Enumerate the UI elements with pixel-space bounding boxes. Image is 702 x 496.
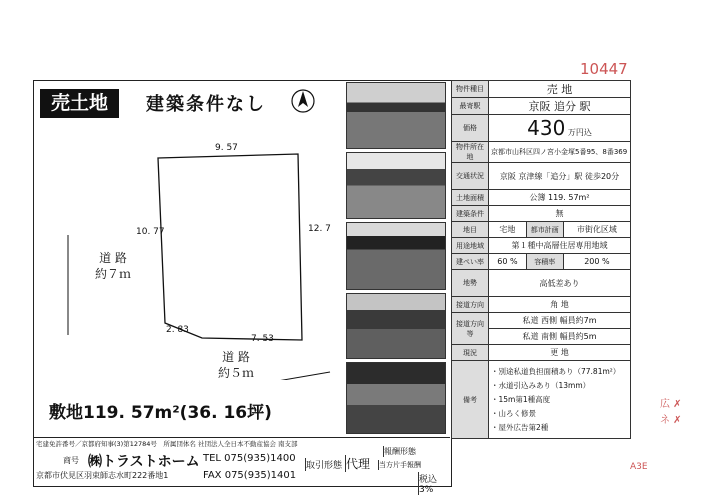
company-tel: TEL 075(935)1400: [203, 453, 296, 464]
handwritten-note: A3E: [630, 462, 648, 472]
road-width: 約５ｍ: [218, 366, 255, 380]
road-name: 道 路: [99, 251, 127, 265]
spec-label: 交通状況: [452, 163, 489, 190]
listing-title: 建築条件なし: [146, 94, 266, 115]
price-unit: 万円込: [567, 128, 592, 137]
spec-value: 私道 西側 幅員約7m: [489, 313, 631, 329]
trade-label: 商号: [63, 456, 79, 465]
spec-row-address: [452, 142, 631, 163]
spec-value: 公簿 119. 57m²: [489, 190, 631, 206]
spec-label: 現況: [452, 345, 489, 361]
site-area: 敷地119. 57m²(36. 16坪): [49, 403, 272, 423]
deal-label: 取引形態: [305, 458, 342, 471]
note-item: ・屋外広告第2種: [491, 422, 549, 432]
spec-row-notes: [452, 361, 631, 439]
spec-label: 用途地域: [452, 238, 489, 254]
spec-value: 高低差あり: [489, 270, 631, 297]
spec-value: 京阪 京津線「追分」駅 徒歩20分: [489, 163, 631, 190]
spec-row-condition: [452, 206, 631, 222]
spec-label: 建ぺい率: [452, 254, 489, 270]
site-photo: [346, 222, 446, 290]
spec-value: 宅地: [489, 222, 527, 238]
spec-label: 備考: [452, 361, 489, 439]
site-photo: [346, 293, 446, 359]
spec-row-ratio: [452, 254, 631, 270]
spec-row-zone: [452, 238, 631, 254]
spec-row-access: [452, 163, 631, 190]
north-arrow-icon: [290, 88, 316, 114]
lot-dimension-left: 10. 77: [136, 227, 165, 237]
site-photo: [346, 152, 446, 219]
lot-dimension-bottom: 7. 53: [251, 334, 274, 344]
road-name: 道 路: [222, 350, 250, 364]
spec-label: 最寄駅: [452, 98, 489, 115]
lot-dimension-right: 12. 7: [308, 224, 331, 234]
company-name: ㈱トラストホーム: [88, 454, 200, 470]
handwritten-ref-number: 10447: [580, 60, 628, 78]
spec-value: 角 地: [489, 297, 631, 313]
spec-label: 土地面積: [452, 190, 489, 206]
spec-label: 地目: [452, 222, 489, 238]
handwritten-note: 広 ✗: [660, 399, 682, 410]
spec-value: 無: [489, 206, 631, 222]
spec-value: 私道 南側 幅員約5m: [489, 329, 631, 345]
spec-value: 売 地: [489, 81, 631, 98]
spec-row-terrain: [452, 270, 631, 297]
spec-row-direction: [452, 297, 631, 313]
spec-row-status: [452, 345, 631, 361]
spec-value: 更 地: [489, 345, 631, 361]
spec-value: 京都市山科区四ノ宮小金塚5番95、8番369: [489, 142, 631, 163]
spec-label: 物件所在地: [452, 142, 489, 163]
spec-row-price: [452, 115, 631, 142]
spec-value: 市街化区域: [563, 222, 630, 238]
note-item: ・水道引込みあり（13mm）: [491, 380, 591, 390]
note-item: ・別途私道負担面積あり（77.81m²）: [491, 366, 621, 376]
lot-outline: [158, 154, 302, 340]
lot-dimension-top: 9. 57: [215, 143, 238, 153]
spec-label: 建築条件: [452, 206, 489, 222]
road-edge-south: [190, 372, 330, 380]
spec-value: 京阪 追分 駅: [489, 98, 631, 115]
tax-value: 税込3%: [418, 472, 450, 495]
road-south-label: [218, 349, 254, 381]
note-item: ・15m第1種高度: [491, 394, 551, 404]
company-fax: FAX 075(935)1401: [203, 470, 297, 481]
spec-row-type: [452, 81, 631, 98]
lot-diagram: [40, 140, 340, 380]
spec-row-category: [452, 222, 631, 238]
deal-value: 代理: [346, 457, 371, 471]
fee-label: 報酬形態: [384, 447, 416, 456]
spec-label: 接道方向: [452, 297, 489, 313]
notes-list: [489, 361, 631, 439]
spec-label: 接道方向等: [452, 313, 489, 345]
handwritten-note: ネ ✗: [660, 415, 682, 426]
spec-label: 都市計画: [526, 222, 563, 238]
spec-value: [489, 115, 631, 142]
road-width: 約７ｍ: [95, 267, 132, 281]
spec-value: 第１種中高層住居専用地域: [489, 238, 631, 254]
spec-label: 地勢: [452, 270, 489, 297]
price-value: 430: [527, 116, 566, 140]
sale-badge: 売土地: [40, 89, 119, 118]
property-spec-table: [451, 80, 631, 439]
road-west-label: [95, 250, 131, 282]
note-item: ・山ろく修景: [491, 408, 536, 418]
spec-value: 200 %: [563, 254, 630, 270]
spec-row-station: [452, 98, 631, 115]
site-photo: [346, 82, 446, 149]
spec-row-land: [452, 190, 631, 206]
lot-dimension-corner: 2. 83: [166, 325, 189, 335]
company-address: 京都市伏見区羽束師志水町222番地1: [36, 471, 169, 480]
spec-row-road: [452, 313, 631, 329]
spec-label: 容積率: [526, 254, 563, 270]
license-info: 宅建免許番号／京都府知事(3)第12784号 所属団体名 社団法人全日本不動産協会 南支部: [36, 440, 298, 448]
fee-value: 当方片手報酬: [379, 461, 421, 469]
site-photo: [346, 362, 446, 434]
spec-label: 価格: [452, 115, 489, 142]
company-footer: [33, 437, 450, 495]
spec-label: 物件種目: [452, 81, 489, 98]
spec-value: 60 %: [489, 254, 527, 270]
